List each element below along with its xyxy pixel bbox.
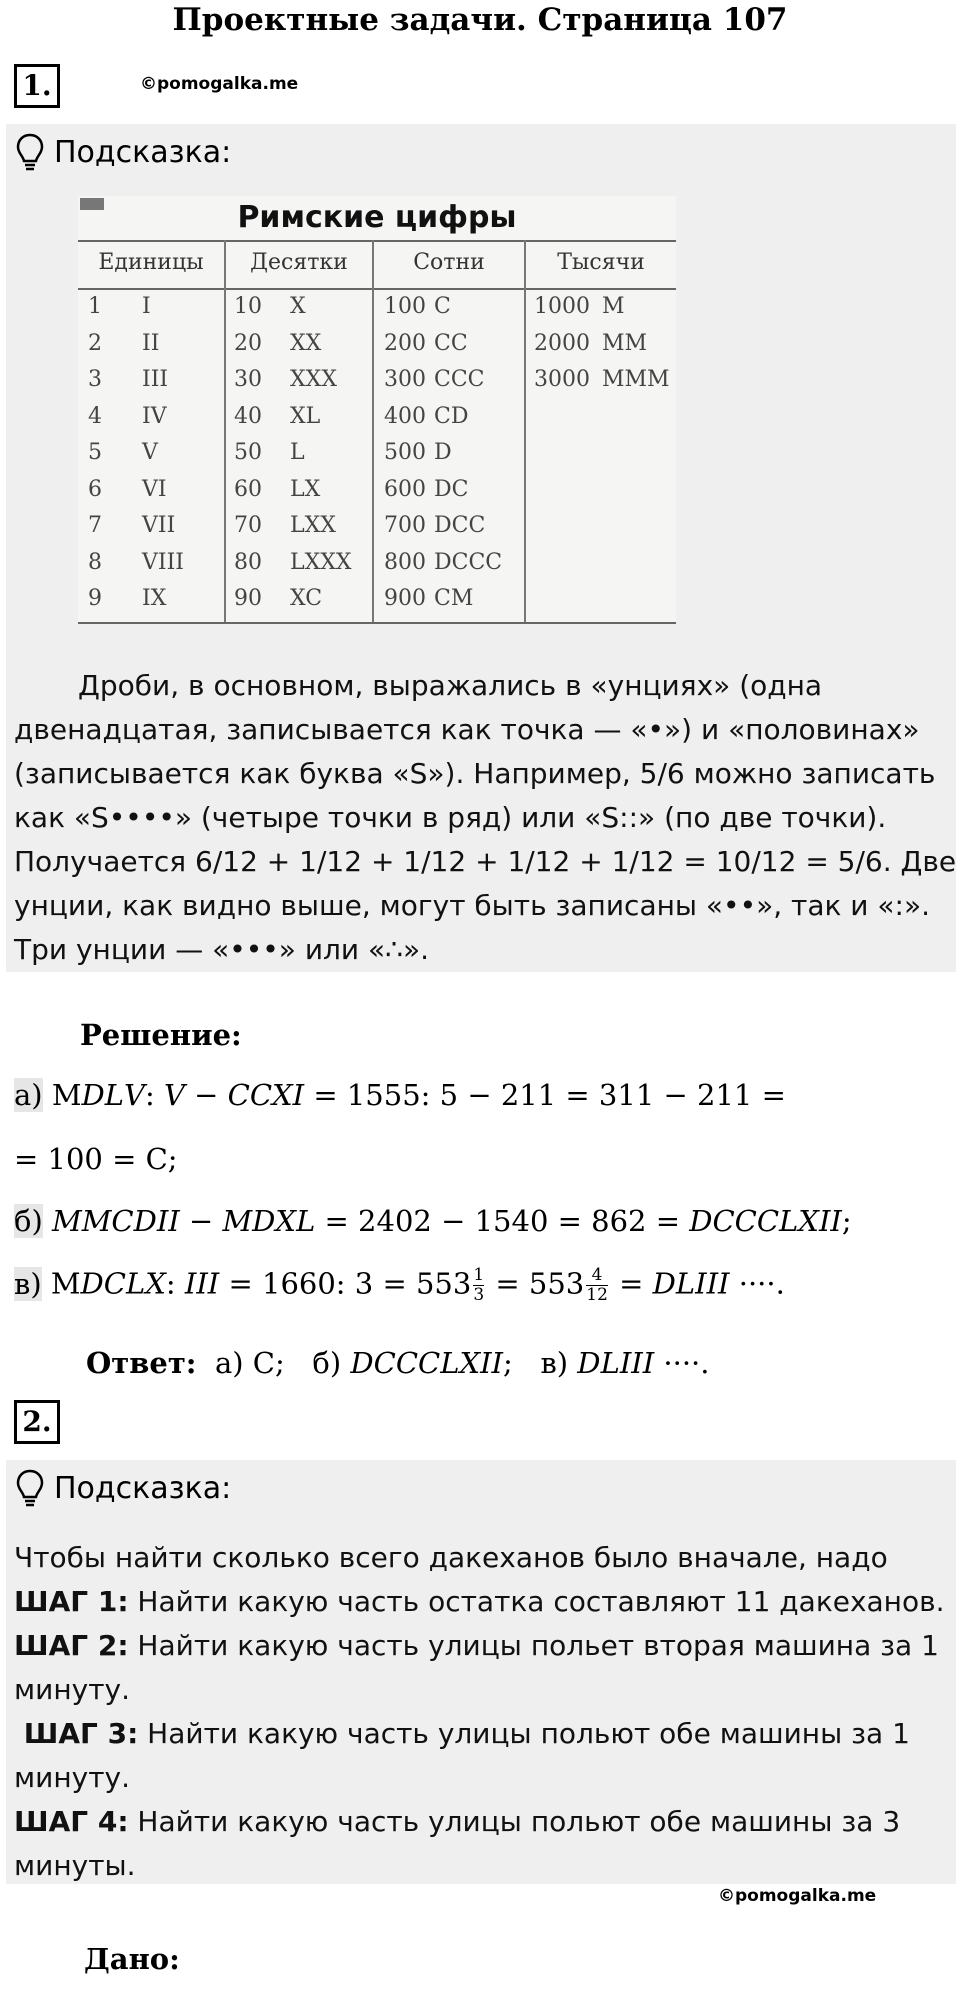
watermark-bottom: ©pomogalka.me <box>718 1886 877 1906</box>
page-title: Проектные задачи. Страница 107 <box>172 2 788 38</box>
equation-text: M𝐷𝐿𝑉: 𝑉 − 𝐶𝐶𝑋𝐼 = 1555: 5 − 211 = 311 − 211 = <box>51 1078 786 1112</box>
answer-b: б) 𝐷𝐶𝐶𝐶𝐿𝑋𝐼𝐼; <box>312 1346 513 1380</box>
roman-numeral-cell: VIII <box>142 549 184 575</box>
table-rule <box>78 622 676 624</box>
equation-text: = 553 <box>486 1266 585 1301</box>
roman-numeral-cell: D <box>434 440 452 465</box>
step-text: Найти какую часть улицы польют обе машины за 1 <box>138 1717 910 1750</box>
roman-numeral-cell: X <box>290 294 306 319</box>
roman-numeral-cell: XC <box>290 586 323 611</box>
roman-numeral-cell: M <box>602 294 625 319</box>
arabic-number-cell: 3 <box>88 367 102 392</box>
step-text: Найти какую часть улицы польют обе машины за 3 <box>128 1805 901 1838</box>
step-label: ШАГ 4: <box>14 1805 129 1838</box>
roman-numeral-cell: XL <box>290 403 321 429</box>
fraction-denominator: 3 <box>473 1285 485 1305</box>
roman-numeral-cell: V <box>142 440 158 465</box>
hint-label: Подсказка: <box>54 1470 232 1506</box>
roman-numeral-cell: I <box>142 294 151 319</box>
arabic-number-cell: 100 <box>384 294 426 319</box>
arabic-number-cell: 3000 <box>534 367 590 392</box>
equation-text: 𝑀𝑀𝐶𝐷𝐼𝐼 − 𝑀𝐷𝑋𝐿 = 2402 − 1540 = 862 = 𝐷𝐶𝐶𝐶𝐿𝑋𝐼𝐼; <box>52 1204 852 1238</box>
arabic-number-cell: 300 <box>384 367 426 392</box>
table-divider <box>372 240 374 624</box>
step-text: минуту. <box>14 1673 130 1706</box>
step-label: ШАГ 3: <box>14 1717 139 1750</box>
step-row <box>14 1624 945 1668</box>
task-1-hint-text <box>14 664 957 972</box>
arabic-number-cell: 2000 <box>534 330 590 356</box>
table-rule <box>78 240 676 242</box>
equation-c <box>14 1266 785 1305</box>
equation-text: = 100 = C; <box>14 1142 178 1176</box>
arabic-number-cell: 1000 <box>534 294 590 319</box>
roman-numeral-cell: LX <box>290 476 321 502</box>
arabic-number-cell: 9 <box>88 586 102 611</box>
roman-numeral-cell: VI <box>142 476 167 502</box>
step-text: Найти какую часть улицы польет вторая машина за 1 <box>128 1629 939 1662</box>
arabic-number-cell: 400 <box>384 403 426 429</box>
hint-line: унции, как видно выше, могут быть записаны «••», так и «:». <box>14 889 930 922</box>
roman-numeral-cell: II <box>142 330 160 356</box>
step-row <box>14 1580 945 1624</box>
hint-intro: Чтобы найти сколько всего дакеханов было вначале, надо <box>14 1541 888 1574</box>
hint-line: как «S••••» (четыре точки в ряд) или «S::» (по две точки). <box>14 801 887 834</box>
task-2-hint-text <box>14 1536 945 1888</box>
given-title: Дано: <box>84 1942 180 1976</box>
roman-numeral-cell: MMM <box>602 367 670 392</box>
task-1-number: 1. <box>14 64 60 108</box>
answer-c: в) 𝐷𝐿𝐼𝐼𝐼 ····. <box>540 1346 710 1380</box>
table-rule <box>78 288 676 290</box>
roman-numeral-cell: CD <box>434 403 469 429</box>
arabic-number-cell: 5 <box>88 440 102 465</box>
table-divider <box>224 240 226 624</box>
answer-label: Ответ: <box>86 1346 197 1380</box>
task-2-hint-header <box>14 1468 231 1508</box>
roman-numeral-cell: DCCC <box>434 549 503 575</box>
table-header-units: Единицы <box>98 250 204 275</box>
answer-line <box>86 1346 710 1380</box>
arabic-number-cell: 80 <box>234 549 262 575</box>
roman-numeral-cell: CM <box>434 586 474 611</box>
arabic-number-cell: 70 <box>234 513 262 538</box>
arabic-number-cell: 50 <box>234 440 262 465</box>
fraction-numerator: 4 <box>591 1265 603 1285</box>
hint-line: Дроби, в основном, выражались в «унциях» (одна <box>78 669 823 702</box>
step-label: ШАГ 1: <box>14 1585 129 1618</box>
arabic-number-cell: 1 <box>88 294 102 319</box>
arabic-number-cell: 800 <box>384 549 426 575</box>
roman-numeral-cell: DCC <box>434 513 486 538</box>
roman-numeral-cell: IV <box>142 403 167 429</box>
roman-numeral-cell: MM <box>602 330 648 356</box>
arabic-number-cell: 900 <box>384 586 426 611</box>
hint-line: (записывается как буква «S»). Например, 5/6 можно записать <box>14 757 936 790</box>
roman-numeral-cell: XXX <box>290 367 337 392</box>
answer-a: а) C; <box>214 1346 285 1380</box>
arabic-number-cell: 4 <box>88 403 102 429</box>
step-row <box>14 1756 945 1800</box>
task-2-number: 2. <box>14 1400 60 1444</box>
equation-b <box>14 1204 852 1238</box>
task-1-hint-header <box>14 132 231 172</box>
arabic-number-cell: 500 <box>384 440 426 465</box>
roman-numeral-cell: XX <box>290 330 322 356</box>
step-text: Найти какую часть остатка составляют 11 дакеханов. <box>128 1585 945 1618</box>
arabic-number-cell: 600 <box>384 476 426 502</box>
step-text: минуту. <box>14 1761 130 1794</box>
hint-label: Подсказка: <box>54 134 232 170</box>
fraction-denominator: 12 <box>586 1285 608 1305</box>
roman-numeral-cell: CCC <box>434 367 485 392</box>
arabic-number-cell: 6 <box>88 476 102 502</box>
arabic-number-cell: 200 <box>384 330 426 356</box>
table-header-hundreds: Сотни <box>413 250 485 275</box>
arabic-number-cell: 8 <box>88 549 102 575</box>
equation-text: = 𝐷𝐿𝐼𝐼𝐼 ····. <box>609 1266 785 1301</box>
lightbulb-icon <box>14 132 46 172</box>
fraction <box>473 1266 484 1305</box>
arabic-number-cell: 30 <box>234 367 262 392</box>
roman-numeral-cell: VII <box>142 513 176 538</box>
roman-numeral-cell: DC <box>434 476 469 502</box>
hint-line: двенадцатая, записывается как точка — «•») и «половинах» <box>14 713 920 746</box>
arabic-number-cell: 10 <box>234 294 262 319</box>
hint-line: Получается 6/12 + 1/12 + 1/12 + 1/12 + 1/12 = 10/12 = 5/6. Две <box>14 845 957 878</box>
arabic-number-cell: 20 <box>234 330 262 356</box>
solution-title: Решение: <box>80 1018 242 1052</box>
arabic-number-cell: 40 <box>234 403 262 429</box>
arabic-number-cell: 2 <box>88 330 102 356</box>
equation-a-continued <box>14 1142 178 1176</box>
roman-numerals-table <box>78 196 676 624</box>
roman-numeral-cell: L <box>290 440 305 465</box>
equation-label: б) <box>14 1204 43 1238</box>
watermark-top: ©pomogalka.me <box>140 74 299 94</box>
table-divider <box>524 240 526 624</box>
lightbulb-icon <box>14 1468 46 1508</box>
fraction <box>586 1266 608 1305</box>
step-text: минуты. <box>14 1849 136 1882</box>
roman-numeral-cell: III <box>142 367 169 392</box>
roman-numeral-cell: LXXX <box>290 549 352 575</box>
step-row <box>14 1844 945 1888</box>
arabic-number-cell: 90 <box>234 586 262 611</box>
roman-numeral-cell: C <box>434 294 451 319</box>
equation-label: а) <box>14 1078 43 1112</box>
roman-table-title: Римские цифры <box>237 200 517 235</box>
equation-a <box>14 1078 786 1112</box>
equation-label: в) <box>14 1266 42 1301</box>
arabic-number-cell: 60 <box>234 476 262 502</box>
roman-numeral-cell: LXX <box>290 513 336 538</box>
step-label: ШАГ 2: <box>14 1629 129 1662</box>
arabic-number-cell: 700 <box>384 513 426 538</box>
step-row <box>14 1668 945 1712</box>
step-row <box>14 1712 945 1756</box>
roman-numeral-cell: CC <box>434 330 468 356</box>
step-row <box>14 1800 945 1844</box>
equation-text: M𝐷𝐶𝐿𝑋: 𝐼𝐼𝐼 = 1660: 3 = 553 <box>50 1266 472 1301</box>
table-header-tens: Десятки <box>250 250 348 275</box>
arabic-number-cell: 7 <box>88 513 102 538</box>
fraction-numerator: 1 <box>473 1265 485 1285</box>
roman-numeral-cell: IX <box>142 586 167 611</box>
table-header-thousands: Тысячи <box>557 250 645 275</box>
hint-line: Три унции — «•••» или «∴». <box>14 933 429 966</box>
